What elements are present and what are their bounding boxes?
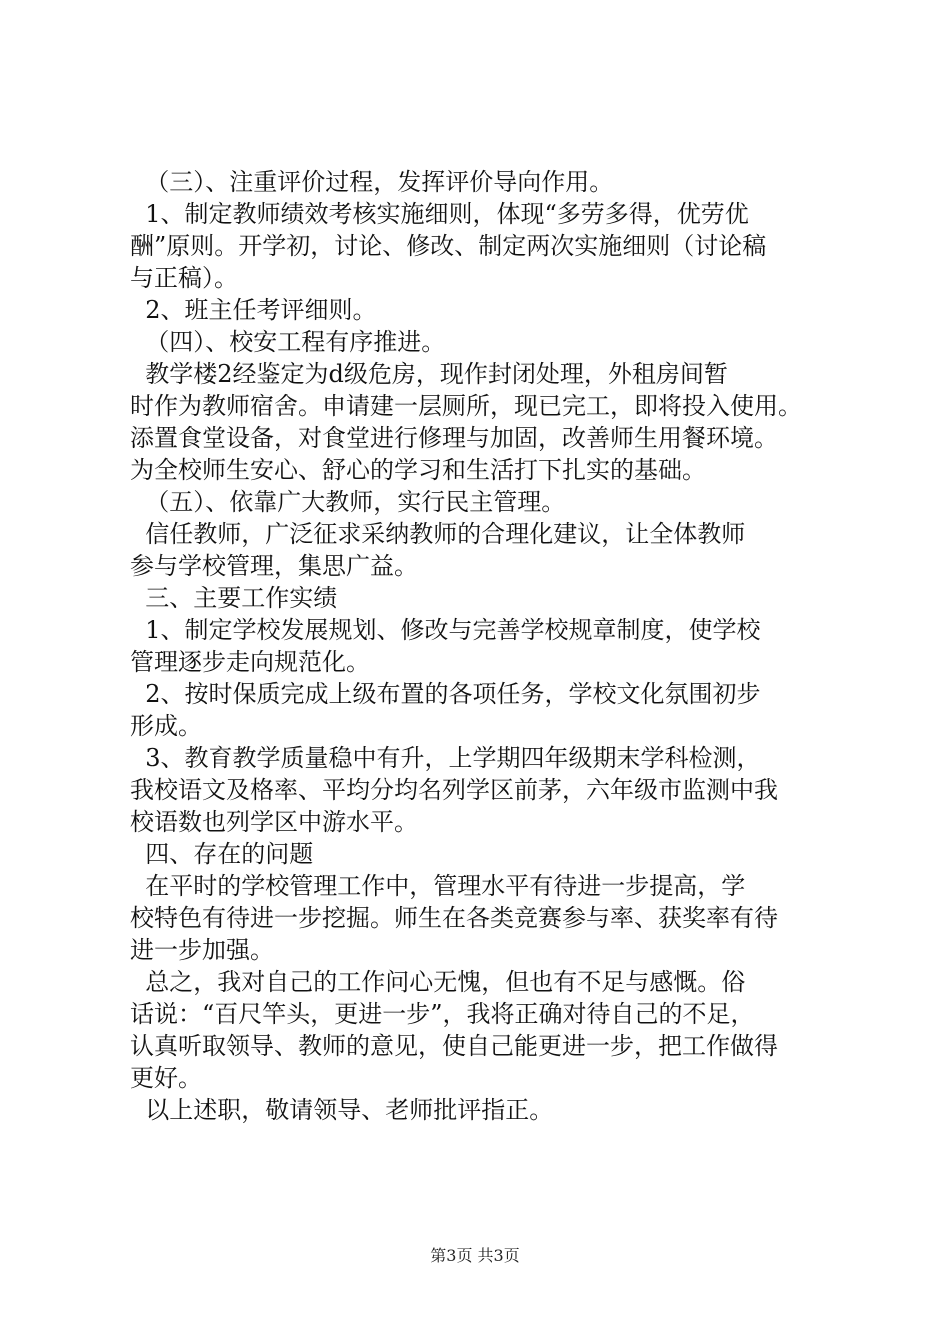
text-line: 添置食堂设备，对食堂进行修理与加固，改善师生用餐环境。 <box>130 424 778 452</box>
text-line: 1、制定学校发展规划、修改与完善学校规章制度，使学校 <box>130 616 761 644</box>
text-line: 认真听取领导、教师的意见，使自己能更进一步，把工作做得 <box>130 1032 778 1060</box>
text-line: 信任教师，广泛征求采纳教师的合理化建议，让全体教师 <box>130 520 746 548</box>
text-line: 参与学校管理，集思广益。 <box>130 552 418 580</box>
text-line: 时作为教师宿舍。申请建一层厕所，现已完工，即将投入使用。 <box>130 392 802 420</box>
text-line: 为全校师生安心、舒心的学习和生活打下扎实的基础。 <box>130 456 706 484</box>
text-line: 1、制定教师绩效考核实施细则，体现“多劳多得，优劳优 <box>130 200 749 228</box>
text-line: 酬”原则。开学初，讨论、修改、制定两次实施细则（讨论稿 <box>130 232 767 260</box>
text-line: （三）、注重评价过程，发挥评价导向作用。 <box>130 168 614 196</box>
text-line: （五）、依靠广大教师，实行民主管理。 <box>130 488 566 516</box>
text-line: 2、按时保质完成上级布置的各项任务，学校文化氛围初步 <box>130 680 761 708</box>
text-line: 3、教育教学质量稳中有升，上学期四年级期末学科检测， <box>130 744 761 772</box>
text-line: 在平时的学校管理工作中，管理水平有待进一步提高，学 <box>130 872 746 900</box>
text-line: 总之，我对自己的工作问心无愧，但也有不足与感慨。俗 <box>130 968 746 996</box>
page-number-footer: 第3页 共3页 <box>430 1246 520 1265</box>
text-line: 更好。 <box>130 1064 202 1092</box>
text-line: 三、主要工作实绩 <box>130 584 338 612</box>
text-line: 话说：“百尺竿头，更进一步”，我将正确对待自己的不足， <box>130 1000 755 1028</box>
text-line: 形成。 <box>130 712 202 740</box>
text-line: 以上述职，敬请领导、老师批评指正。 <box>130 1096 554 1124</box>
text-line: 校语数也列学区中游水平。 <box>130 808 418 836</box>
text-line: （四）、校安工程有序推进。 <box>130 328 446 356</box>
text-line: 管理逐步走向规范化。 <box>130 648 370 676</box>
document-body <box>130 166 830 1126</box>
text-line: 2、班主任考评细则。 <box>130 296 377 324</box>
text-line: 教学楼2经鉴定为d级危房，现作封闭处理，外租房间暂 <box>130 360 728 388</box>
text-line: 校特色有待进一步挖掘。师生在各类竞赛参与率、获奖率有待 <box>130 904 778 932</box>
text-line: 与正稿）。 <box>130 264 238 292</box>
text-line: 我校语文及格率、平均分均名列学区前茅，六年级市监测中我 <box>130 776 778 804</box>
text-line: 进一步加强。 <box>130 936 274 964</box>
text-line: 四、存在的问题 <box>130 840 314 868</box>
